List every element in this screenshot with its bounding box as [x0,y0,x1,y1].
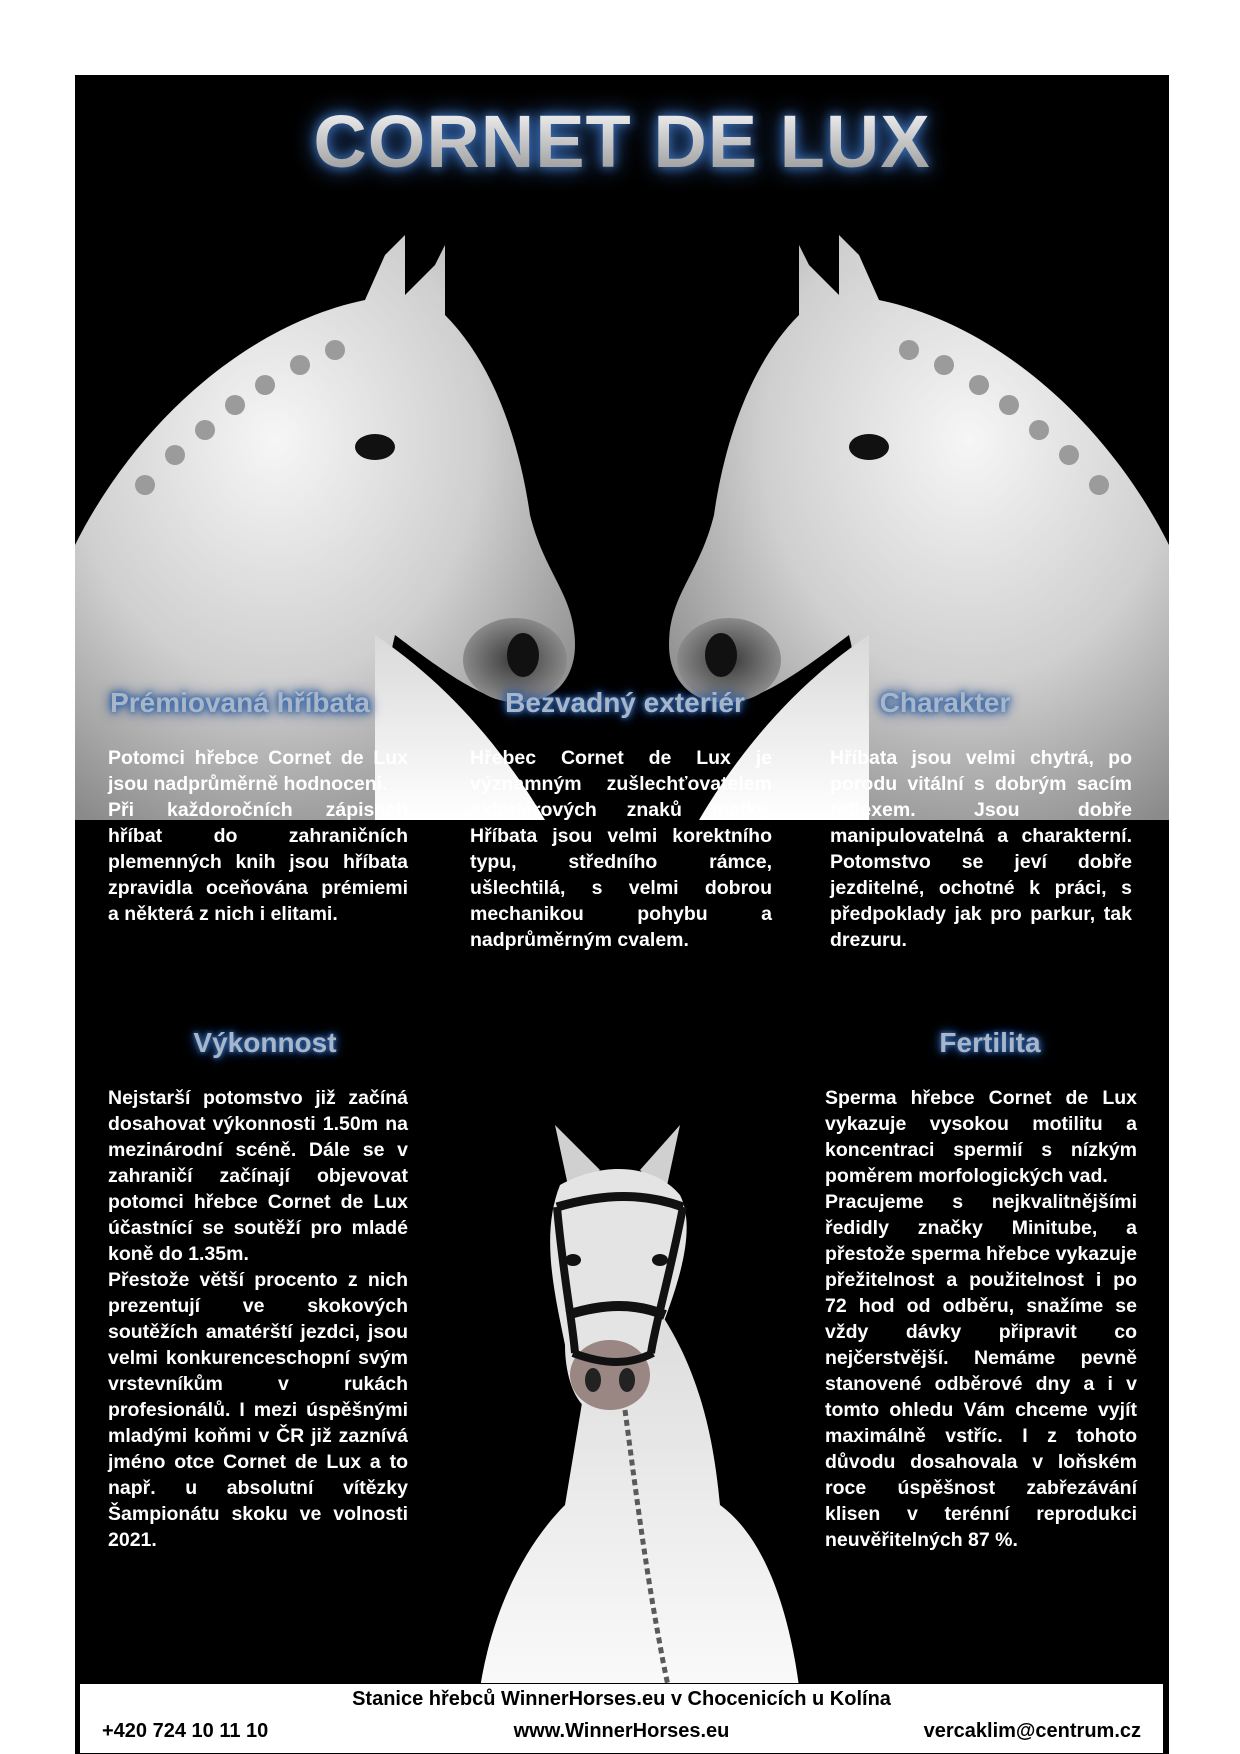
heading-charakter: Charakter [879,687,1011,718]
text-vykonnost: Nejstarší potomstvo již začíná dosahovat výkonnosti 1.50m na mezinárodní scéně. Dále se v zahraničí začínají objevovat potomci hřebce Cornet de Lux účastnící se soutěží pro mladé koně do 1.35m. Přestože větší procento z nich prezentují ve skokových soutěžích amatérští jezdci, jsou velmi konkurenceschopní svým vrstevníkům v rukách profesionálů. I mezi úspěšnými mladými koňmi v ČR již zaznívá jméno otce Cornet de Lux a to např. u absolutní vítězky Šampionátu skoku ve volnosti 2021. [108,1087,408,1551]
heading-vykonnost: Výkonnost [193,1027,337,1058]
heading-exterier: Bezvadný exteriér [505,687,745,718]
horse-portrait-image [455,1125,815,1754]
heading-fertilita: Fertilita [939,1027,1041,1058]
footer-station: Stanice hřebců WinnerHorses.eu v Chocenicích u Kolína [352,1688,891,1710]
text-charakter: Hříbata jsou velmi chytrá, po porodu vitální s dobrým sacím reflexem. Jsou dobře manipulovatelná a charakterní. Potomstvo se jeví dobře jezditelné, ochotné k práci, s předpoklady jak pro parkur, tak drezuru. [830,747,1132,951]
footer-contact-box [79,1683,1164,1754]
text-premiovana: Potomci hřebce Cornet de Lux jsou nadprůměrně hodnoceni. Při každoročních zápisech hříbat do zahraničních plemenných knih jsou hříbata zpravidla oceňována prémiemi a některá z nich i elitami. [108,747,408,925]
poster [75,75,1169,1754]
heading-premiovana: Prémiovaná hříbata [110,687,370,718]
page-title: CORNET DE LUX [75,99,1169,184]
footer-email-link[interactable]: vercaklim@centrum.cz [923,1720,1141,1742]
text-exterier: Hřebec Cornet de Lux je významným zušlechťovatelem exteriérových znaků matky. Hříbata jsou velmi korektního typu, středního rámce, ušlechtilá, s velmi dobrou mechanikou pohybu a nadprůměrným cvalem. [470,747,772,951]
hero-horse-heads-image [75,215,1169,820]
footer-phone: +420 724 10 11 10 [102,1720,269,1742]
text-fertilita: Sperma hřebce Cornet de Lux vykazuje vysokou motilitu a koncentraci spermií s nízkým poměrem morfologických vad. Pracujeme s nejkvalitnějšími ředidly značky Minitube, a přestože sperma hřebce vykazuje přežitelnost a použitelnost i po 72 hod od odběru, snažíme se vždy dávky připravit co nejčerstvější. Nemáme pevně stanovené odběrové dny a i v tomto ohledu Vám chceme vyjít maximálně vstříc. I z tohoto důvodu dosahovala v loňském roce úspěšnost zabřezávání klisen v terénní reprodukci neuvěřitelných 87 %. [825,1087,1137,1551]
footer-web-link[interactable]: www.WinnerHorses.eu [513,1720,730,1742]
